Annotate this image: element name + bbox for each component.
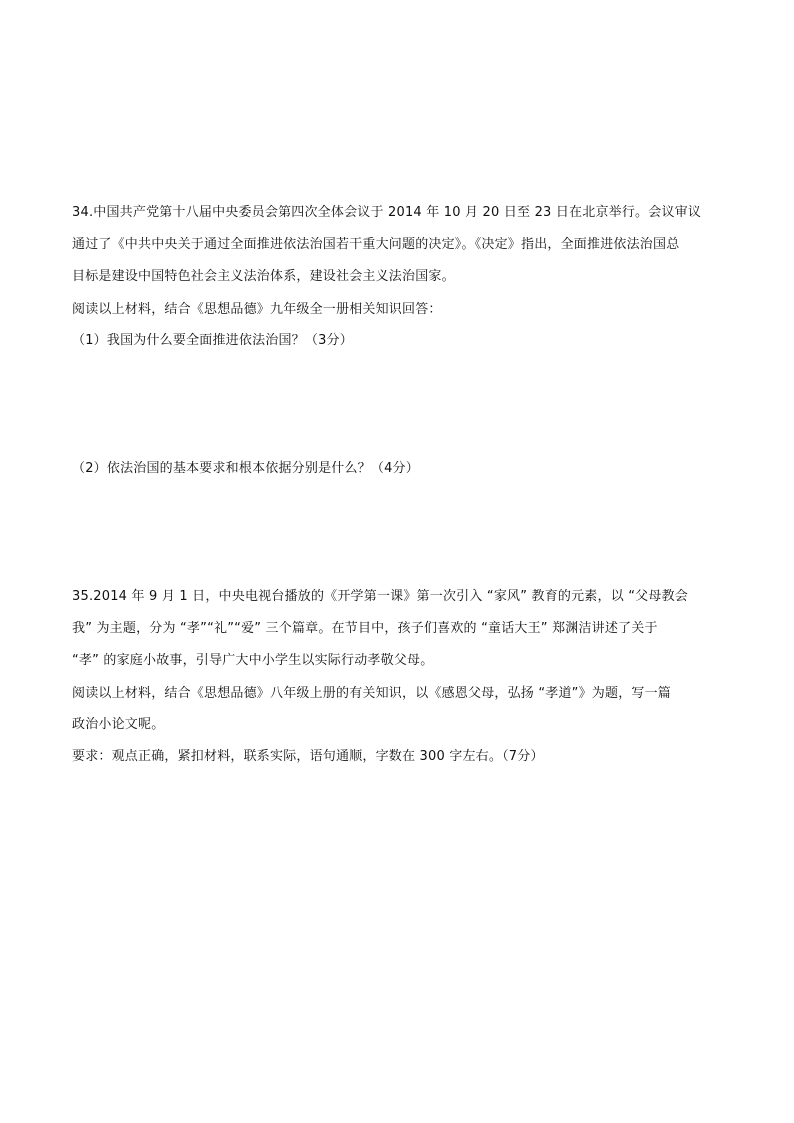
q34-subquestion-1: （1）我国为什么要全面推进依法治国？（3分）	[72, 333, 353, 348]
q35-material-line-3: “孝” 的家庭小故事，引导广大中小学生以实际行动孝敬父母。	[72, 653, 434, 668]
q34-instruction: 阅读以上材料，结合《思想品德》九年级全一册相关知识回答：	[72, 302, 442, 317]
q34-material-line-1: 34.中国共产党第十八届中央委员会第四次全体会议于 2014 年 10 月 20 日至 23 日在北京举行。会议审议	[72, 205, 702, 220]
q35-instruction-line-1: 阅读以上材料，结合《思想品德》八年级上册的有关知识，以《感恩父母，弘扬 “孝道”》为题，写一篇	[72, 686, 672, 701]
q34-material-line-3: 目标是建设中国特色社会主义法治体系，建设社会主义法治国家。	[72, 269, 455, 284]
q34-material-line-2: 通过了《中共中央关于通过全面推进依法治国若干重大问题的决定》。《决定》指出，全面推进依法治国总	[72, 237, 680, 252]
q34-subquestion-2: （2）依法治国的基本要求和根本依据分别是什么？（4分）	[72, 461, 419, 476]
q35-requirement: 要求：观点正确，紧扣材料，联系实际，语句通顺，字数在 300 字左右。（7分）	[72, 749, 544, 764]
q35-instruction-line-2: 政治小论文呢。	[72, 717, 165, 732]
q35-material-line-1: 35.2014 年 9 月 1 日，中央电视台播放的《开学第一课》第一次引入 “家风” 教育的元素，以 “父母教会	[72, 589, 688, 604]
q35-material-line-2: 我” 为主题，分为 “孝”“礼”“爱” 三个篇章。在节目中，孩子们喜欢的 “童话大王” 郑渊洁讲述了关于	[72, 621, 658, 636]
